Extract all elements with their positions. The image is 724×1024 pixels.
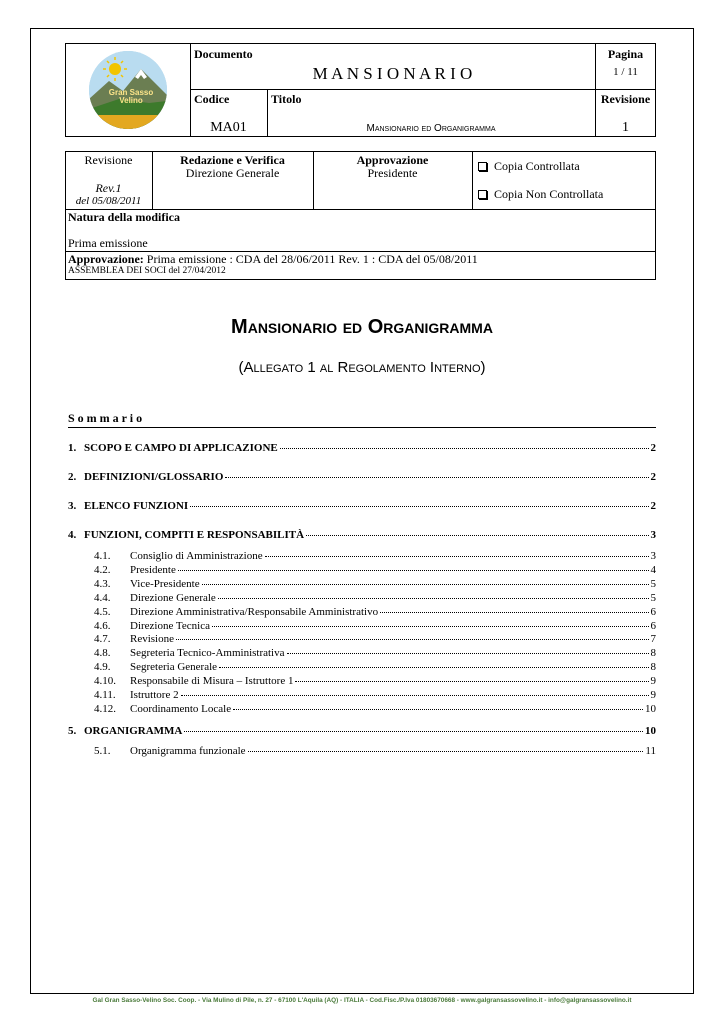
- toc-page: 2: [650, 442, 656, 454]
- toc-label: Direzione Generale: [130, 591, 216, 604]
- approvazione-value: Presidente: [367, 166, 418, 180]
- toc-page: 2: [650, 500, 656, 512]
- copia-controllata-label: Copia Controllata: [494, 159, 580, 173]
- toc-page: 9: [650, 689, 656, 701]
- toc-number: 4.5.: [94, 605, 111, 618]
- copia-non-controllata-option[interactable]: [478, 187, 603, 202]
- toc-entry[interactable]: [68, 442, 656, 454]
- toc-number: 4.9.: [94, 661, 111, 674]
- toc-number: 4.6.: [94, 619, 111, 632]
- pagina-label: Pagina: [607, 47, 644, 61]
- checkbox-icon[interactable]: [478, 162, 487, 171]
- toc-subentry[interactable]: [94, 647, 656, 659]
- redazione-label: Redazione e Verifica: [180, 153, 285, 167]
- toc-entry[interactable]: [68, 529, 656, 541]
- toc-label: DEFINIZIONI/GLOSSARIO: [84, 471, 224, 483]
- toc-entry[interactable]: [68, 725, 656, 737]
- toc-leader: [212, 626, 649, 627]
- toc-label: Istruttore 2: [130, 689, 179, 701]
- assemblea-text: ASSEMBLEA DEI SOCI del 27/04/2012: [68, 266, 226, 276]
- toc-subentry[interactable]: [94, 745, 656, 757]
- sommario-rule: [68, 427, 656, 428]
- toc-subentry[interactable]: [94, 661, 656, 673]
- toc-page: 10: [645, 702, 656, 715]
- toc-number: 4.3.: [94, 577, 111, 590]
- toc-leader: [233, 709, 643, 710]
- toc-number: 5.: [68, 725, 77, 737]
- toc-leader: [380, 612, 648, 613]
- titolo-label: Titolo: [271, 92, 302, 106]
- toc-subentry[interactable]: [94, 633, 656, 645]
- toc-number: 4.1.: [94, 550, 111, 562]
- rev-table-revisione-label: Revisione: [84, 153, 133, 167]
- titolo-value: Mansionario ed Organigramma: [366, 123, 496, 134]
- toc-label: Direzione Amministrativa/Responsabile Amministrativo: [130, 605, 379, 618]
- toc-label: Segreteria Generale: [130, 661, 218, 674]
- sommario-heading: S o m m a r i o: [68, 411, 143, 425]
- toc-leader: [181, 695, 649, 696]
- documento-value: M A N S I O N A R I O: [312, 64, 473, 83]
- approvazione-label: Approvazione: [356, 153, 429, 167]
- toc-label: FUNZIONI, COMPITI E RESPONSABILITÀ: [84, 529, 305, 541]
- toc-number: 2.: [68, 471, 77, 483]
- toc-leader: [248, 751, 644, 752]
- redazione-value: Direzione Generale: [185, 166, 280, 180]
- logo-text-1: Gran Sasso: [108, 88, 154, 97]
- toc-label: Presidente: [130, 563, 176, 576]
- toc-number: 3.: [68, 500, 77, 512]
- toc-label: Organigramma funzionale: [130, 745, 246, 757]
- toc-leader: [265, 556, 649, 557]
- toc-leader: [225, 477, 648, 478]
- approvazione-line: [68, 252, 478, 267]
- approvazione-bold: Approvazione:: [68, 252, 144, 266]
- toc-leader: [190, 506, 648, 507]
- toc-page: 6: [650, 619, 656, 632]
- toc-number: 4.4.: [94, 591, 111, 604]
- toc-number: 4.10.: [94, 675, 116, 688]
- toc-leader: [219, 667, 648, 668]
- documento-label: Documento: [194, 47, 253, 61]
- toc-subentry[interactable]: [94, 606, 656, 618]
- codice-label: Codice: [194, 92, 230, 106]
- logo-text-2: Velino: [119, 96, 143, 105]
- toc-label: Coordinamento Locale: [130, 702, 232, 715]
- toc-label: Consiglio di Amministrazione: [130, 550, 263, 562]
- toc-subentry[interactable]: [94, 578, 656, 590]
- toc-page: 3: [650, 550, 656, 562]
- toc-page: 2: [650, 471, 656, 483]
- toc-number: 4.12.: [94, 702, 116, 715]
- toc-number: 4.7.: [94, 633, 111, 646]
- copia-non-controllata-label: Copia Non Controllata: [494, 187, 604, 201]
- rev-value: Rev.1: [95, 181, 122, 195]
- toc-subentry[interactable]: [94, 550, 656, 562]
- footer: Gal Gran Sasso-Velino Soc. Coop. - Via Mulino di Pile, n. 27 - 67100 L'Aquila (AQ) - ITALIA - Cod.Fisc./P.Iva 01803670668 - www.galgransassovelino.it - info@galgransassovelino.it: [92, 997, 632, 1004]
- toc-subentry[interactable]: [94, 564, 656, 576]
- toc-subentry[interactable]: [94, 703, 656, 715]
- toc-page: 3: [650, 529, 656, 541]
- toc-leader: [306, 535, 648, 536]
- revisione-value: 1: [622, 120, 629, 135]
- toc-page: 6: [650, 605, 656, 618]
- rev-date: del 05/08/2011: [75, 195, 142, 207]
- toc-leader: [202, 584, 649, 585]
- toc-leader: [280, 448, 649, 449]
- toc-label: ORGANIGRAMMA: [84, 725, 183, 737]
- toc-number: 1.: [68, 442, 77, 454]
- toc-subentry[interactable]: [94, 592, 656, 604]
- document-title: Mansionario ed Organigramma: [231, 316, 493, 338]
- toc-page: 4: [650, 563, 656, 576]
- natura-label: Natura della modifica: [68, 210, 180, 224]
- toc-label: Revisione: [130, 633, 174, 646]
- toc-page: 8: [650, 661, 656, 674]
- pagina-value: 1 / 11: [613, 66, 638, 78]
- toc-leader: [178, 570, 649, 571]
- toc-leader: [295, 681, 648, 682]
- toc-page: 9: [650, 675, 656, 688]
- toc-leader: [176, 639, 649, 640]
- toc-page: 5: [650, 577, 656, 590]
- copia-controllata-option[interactable]: [478, 159, 580, 174]
- toc-label: SCOPO E CAMPO DI APPLICAZIONE: [84, 442, 278, 454]
- toc-subentry[interactable]: [94, 689, 656, 701]
- toc-subentry[interactable]: [94, 620, 656, 632]
- natura-value: Prima emissione: [68, 236, 148, 250]
- toc-leader: [184, 731, 643, 732]
- toc-label: Responsabile di Misura – Istruttore 1: [130, 675, 294, 688]
- approvazione-text: Prima emissione : CDA del 28/06/2011 Rev. 1 : CDA del 05/08/2011: [146, 252, 478, 266]
- toc-page: 10: [645, 725, 656, 737]
- toc-number: 4.2.: [94, 563, 111, 576]
- codice-value: MA01: [210, 120, 247, 135]
- toc-subentry[interactable]: [94, 675, 656, 687]
- toc-number: 5.1.: [94, 745, 111, 757]
- gal-logo: [89, 51, 167, 129]
- toc-entry[interactable]: [68, 471, 656, 483]
- toc-leader: [287, 653, 649, 654]
- toc-page: 5: [650, 591, 656, 604]
- toc-number: 4.8.: [94, 647, 111, 660]
- document-subtitle: (Allegato 1 al Regolamento Interno): [238, 359, 486, 376]
- toc-entry[interactable]: [68, 500, 656, 512]
- toc-page: 11: [645, 745, 656, 757]
- revisione-label: Revisione: [600, 92, 651, 106]
- checkbox-icon[interactable]: [478, 190, 487, 199]
- toc-leader: [218, 598, 649, 599]
- toc-label: Vice-Presidente: [130, 577, 200, 590]
- toc-page: 8: [650, 647, 656, 660]
- toc-label: ELENCO FUNZIONI: [84, 500, 189, 512]
- toc-label: Segreteria Tecnico-Amministrativa: [130, 647, 285, 660]
- toc-label: Direzione Tecnica: [130, 619, 210, 632]
- toc-number: 4.11.: [94, 689, 116, 701]
- toc-page: 7: [650, 633, 656, 646]
- toc-number: 4.: [68, 529, 77, 541]
